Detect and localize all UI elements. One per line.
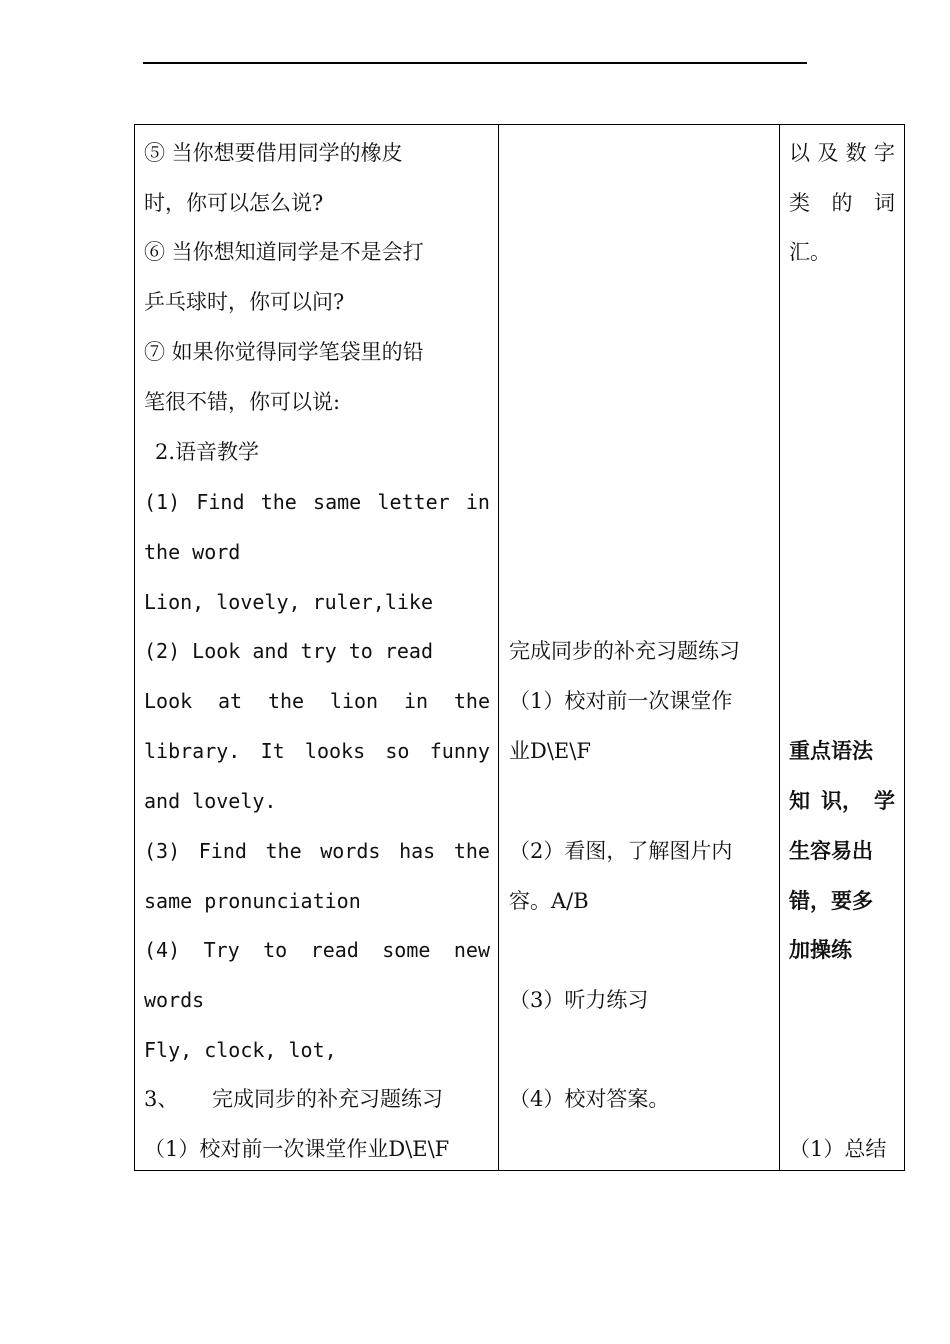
activity-step2-line1: （2）看图，了解图片内 bbox=[509, 839, 733, 863]
section3-number: 3、 bbox=[144, 1087, 179, 1111]
item4-line1: (4) Try to read some new bbox=[144, 938, 490, 962]
activity-step1-line1: （1）校对前一次课堂作 bbox=[509, 689, 733, 713]
section2-title: 2.语音教学 bbox=[155, 440, 260, 464]
q6-line2: 乒乓球时，你可以问? bbox=[144, 290, 345, 314]
q7-line1: ⑦ 如果你觉得同学笔袋里的铅 bbox=[144, 340, 424, 364]
note-bottom: （1）总结 bbox=[789, 1137, 887, 1161]
item3-line1: (3) Find the words has the bbox=[144, 839, 490, 863]
header-rule bbox=[143, 62, 807, 64]
note-column bbox=[780, 125, 904, 1170]
q6-line1: ⑥ 当你想知道同学是不是会打 bbox=[144, 240, 424, 264]
section3-item1: （1）校对前一次课堂作业D\E\F bbox=[144, 1137, 450, 1161]
note-emphasis-line4: 错，要多 bbox=[789, 889, 873, 913]
activity-column bbox=[499, 125, 780, 1170]
item1-examples: Lion, lovely, ruler,like bbox=[144, 590, 433, 614]
note-top-line1: 以 及 数 字 bbox=[789, 141, 895, 165]
lesson-plan-table bbox=[134, 124, 905, 1171]
item1-line1: (1) Find the same letter in bbox=[144, 490, 490, 514]
activity-step2-line2: 容。A/B bbox=[509, 889, 589, 913]
activity-title: 完成同步的补充习题练习 bbox=[509, 639, 740, 663]
q5-line2: 时，你可以怎么说? bbox=[144, 191, 324, 215]
note-emphasis-line1: 重点语法 bbox=[789, 739, 873, 763]
section3-title: 完成同步的补充习题练习 bbox=[212, 1087, 443, 1111]
item2-line2: library. It looks so funny bbox=[144, 739, 490, 763]
note-top-line3: 汇。 bbox=[789, 240, 831, 264]
note-emphasis-line2: 知 识， 学 bbox=[789, 789, 895, 813]
note-emphasis-line5: 加操练 bbox=[789, 938, 852, 962]
activity-step1-line2: 业D\E\F bbox=[509, 739, 591, 763]
item2-title: (2) Look and try to read bbox=[144, 639, 433, 663]
q7-line2: 笔很不错，你可以说: bbox=[144, 390, 341, 414]
q5-line1: ⑤ 当你想要借用同学的橡皮 bbox=[144, 141, 403, 165]
item2-line1: Look at the lion in the bbox=[144, 689, 490, 713]
item1-line2: the word bbox=[144, 540, 241, 564]
item2-line3: and lovely. bbox=[144, 789, 277, 813]
note-top-line2: 类 的 词 bbox=[789, 191, 895, 215]
note-emphasis-line3: 生容易出 bbox=[789, 839, 873, 863]
item4-line2: words bbox=[144, 988, 205, 1012]
process-column bbox=[135, 125, 499, 1170]
activity-step4: （4）校对答案。 bbox=[509, 1087, 670, 1111]
activity-step3: （3）听力练习 bbox=[509, 988, 649, 1012]
item3-line2: same pronunciation bbox=[144, 889, 361, 913]
item4-examples: Fly, clock, lot, bbox=[144, 1038, 337, 1062]
